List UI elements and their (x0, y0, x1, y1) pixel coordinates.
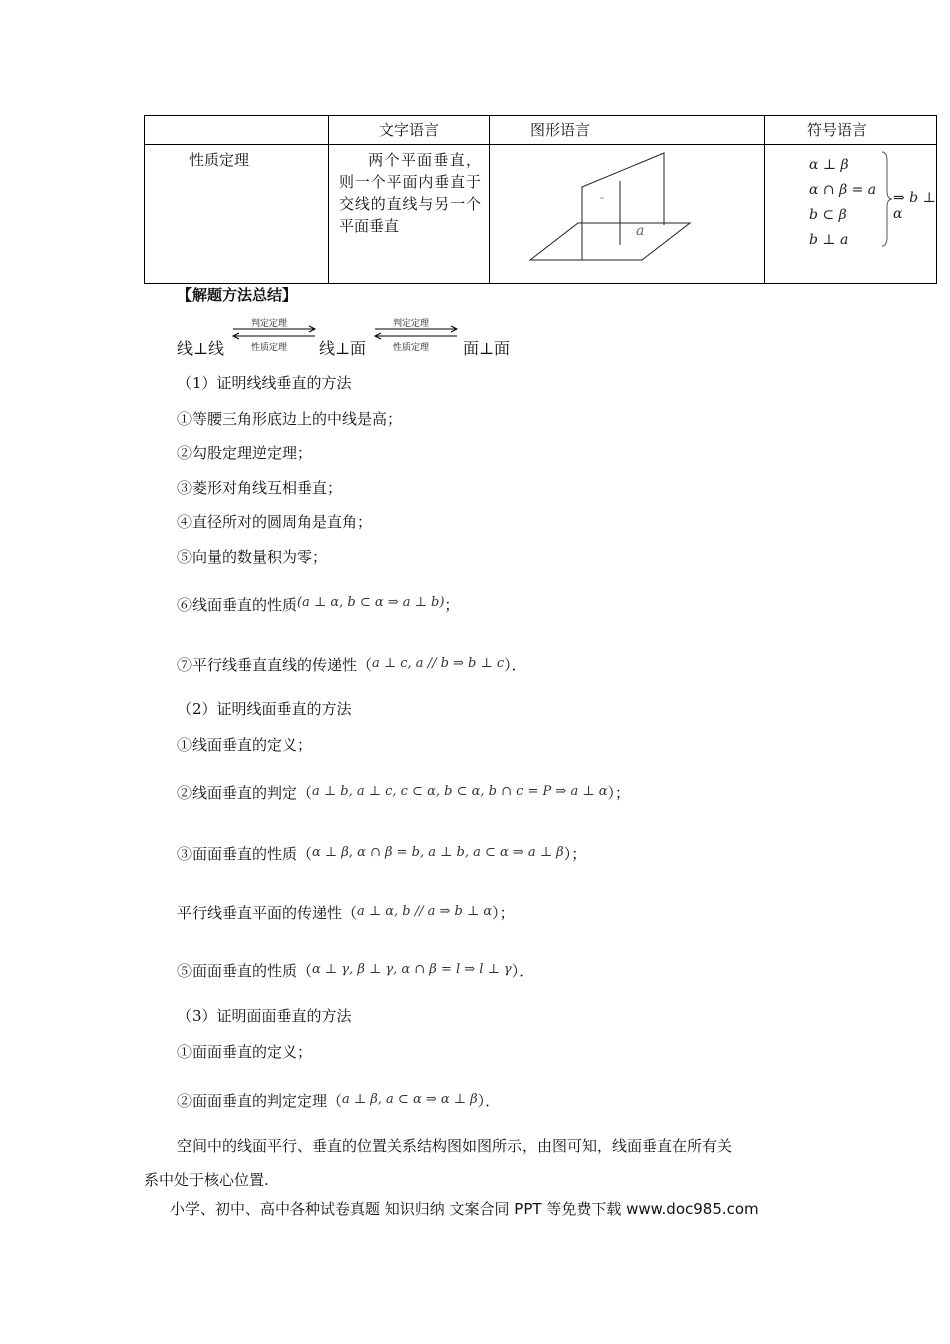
method-line-4: ③菱形对角线互相垂直； (177, 479, 343, 497)
table-header-row (145, 116, 937, 145)
header-empty (145, 116, 329, 145)
method-line-14: ⑤面面垂直的性质（α ⊥ γ, β ⊥ γ, α ∩ β = l ⇒ l ⊥ γ）． (177, 962, 535, 980)
figure-cell (490, 145, 765, 284)
method-line-5: ④直径所对的圆周角是直角； (177, 513, 373, 531)
table-row-property-theorem (145, 145, 937, 284)
footer-watermark: 小学、初中、高中各种试卷真题 知识归纳 文案合同 PPT 等免费下载 www.doc985.com (170, 1200, 759, 1218)
symbol-line-4: b ⊥ a (809, 232, 849, 248)
paragraph-line-2: 系中处于核心位置. (144, 1171, 269, 1189)
symbol-language-cell (765, 145, 937, 284)
header-figure-language: 图形语言 (490, 116, 765, 145)
method-line-17: ②面面垂直的判定定理（a ⊥ β, a ⊂ α ⇒ α ⊥ β）． (177, 1092, 501, 1110)
chain-label-top-1: 判定定理 (251, 319, 288, 329)
method-line-2: ①等腰三角形底边上的中线是高； (177, 410, 403, 428)
method-line-7: ⑥线面垂直的性质(a ⊥ α, b ⊂ α ⇒ a ⊥ b)； (177, 595, 460, 614)
header-text-language: 文字语言 (329, 116, 490, 145)
chain-arrows-2 (373, 325, 459, 341)
method-line-8: ⑦平行线垂直直线的传递性（a ⊥ c, a // b ⇒ b ⊥ c）． (177, 656, 527, 674)
chain-node-line-plane: 线⊥面 (319, 339, 367, 358)
symbol-line-1: α ⊥ β (809, 157, 849, 173)
chain-label-bottom-2: 性质定理 (393, 343, 430, 353)
perpendicular-chain-diagram (177, 314, 577, 358)
symbol-conclusion: ⇒ b ⊥ α (893, 190, 936, 222)
method-line-16: ①面面垂直的定义； (177, 1043, 313, 1061)
method-line-13: 平行线垂直平面的传递性（a ⊥ α, b // a ⇒ b ⊥ α）； (177, 904, 515, 922)
method-line-6: ⑤向量的数量积为零； (177, 548, 328, 566)
method-line-1: （1）证明线线垂直的方法 (177, 374, 352, 392)
method-line-3: ②勾股定理逆定理； (177, 444, 313, 462)
chain-node-plane-plane: 面⊥面 (463, 339, 511, 358)
row-label: 性质定理 (145, 145, 329, 284)
chain-arrows-1 (231, 325, 317, 341)
symbol-line-3: b ⊂ β (809, 207, 847, 223)
method-line-12: ③面面垂直的性质（α ⊥ β, α ∩ β = b, a ⊥ b, a ⊂ α ⇒ a ⊥ β）； (177, 845, 587, 863)
header-symbol-language: 符号语言 (765, 116, 937, 145)
summary-title: 【解题方法总结】 (177, 286, 298, 304)
chain-label-top-2: 判定定理 (393, 319, 430, 329)
text-language-cell: 两个平面垂直，则一个平面内垂直于交线的直线与另一个平面垂直 (329, 145, 490, 284)
perpendicular-planes-figure (490, 145, 724, 279)
figure-label-a: a (636, 223, 645, 239)
method-line-11: ②线面垂直的判定（a ⊥ b, a ⊥ c, c ⊂ α, b ⊂ α, b ∩ c = P ⇒ a ⊥ α）； (177, 784, 630, 802)
symbol-line-2: α ∩ β = a (809, 182, 877, 198)
chain-node-line-line: 线⊥线 (177, 339, 225, 358)
method-line-10: ①线面垂直的定义； (177, 736, 313, 754)
method-line-9: （2）证明线面垂直的方法 (177, 700, 352, 718)
chain-label-bottom-1: 性质定理 (251, 343, 288, 353)
method-line-15: （3）证明面面垂直的方法 (177, 1007, 352, 1025)
theorem-table (144, 115, 937, 284)
right-brace (881, 151, 893, 247)
paragraph-line-1: 空间中的线面平行、垂直的位置关系结构图如图所示，由图可知，线面垂直在所有关 (177, 1137, 733, 1155)
